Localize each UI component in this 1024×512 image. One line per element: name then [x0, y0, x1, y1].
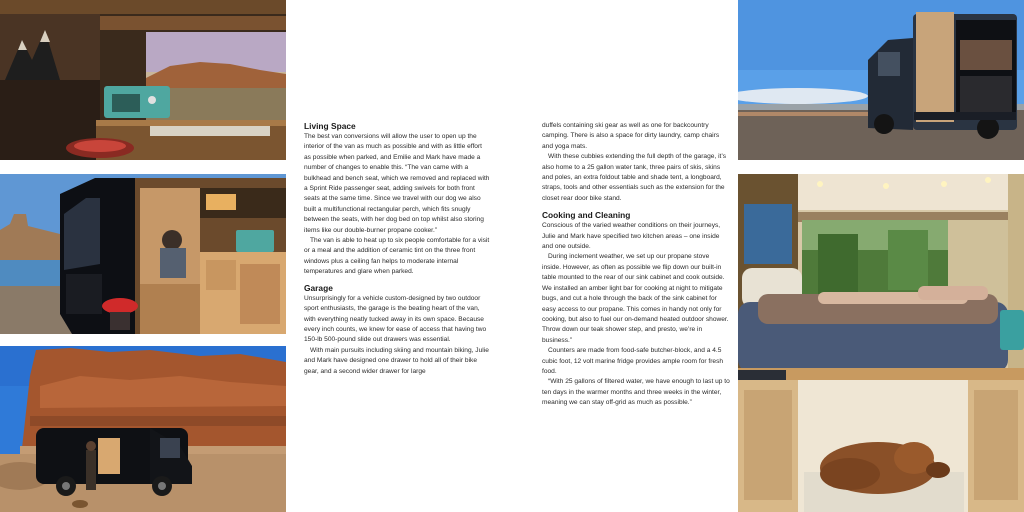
body-paragraph: The van is able to heat up to six people comfortable for a visit or a meal and the addition of ceramic tint on the three front windows plus a ceiling fan helps to moderate internal temperatures and glare when parked.	[304, 237, 490, 276]
body-paragraph: With main pursuits including skiing and mountain biking, Julie and Mark have designed one drawer to hold all of their bike gear, and a second wider drawer for large	[304, 346, 489, 375]
body-paragraph: With these cubbies extending the full depth of the garage, it’s also home to a 25 gallon water tank, three pairs of skis, skins and poles, an extra foldout table and shade tent, a longboard, straps, tools and other essentials such as the extension for the closet rear door bike stand.	[542, 153, 727, 202]
photo-van-rear-doors-open	[738, 0, 1024, 160]
body-paragraph: duffels containing ski gear as well as one for backcountry camping. There is also a space for dirty laundry, camp chairs and yoga mats.	[542, 122, 720, 150]
body-paragraph: “With 25 gallons of filtered water, we have enough to last up to ten days in the warmer months and three weeks in the winter, meaning we can stay off-grid as much as possible.”	[542, 378, 730, 407]
body-paragraph: During inclement weather, we set up our propane stove inside. However, as often as possible we flip down our built-in table mounted to the rear of our sink cabinet and cook outside. We installed an amber light bar for cooking at night to mitigate bugs, and cut a hole through the back of the sink cabinet for easy access to our propane. This comes in handy not only for cooking, but also to fuel our on-demand heated outdoor shower. Throw down our teak shower step, and presto, we’re in business.”	[542, 253, 729, 344]
photo-van-lake-side-door	[0, 174, 286, 334]
section-heading-garage: Garage	[304, 282, 333, 293]
photo-van-red-rock-desert	[0, 346, 286, 512]
body-paragraph: Unsurprisingly for a vehicle custom-designed by two outdoor sport enthusiasts, the garage is the beating heart of the van, with everything neatly tucked away in its own space. Because every inch counts, we knew for ease of access that having two 150-lb 500-pound slide out drawers was essential.	[304, 294, 487, 344]
right-text-column	[542, 121, 730, 409]
section-heading-living-space: Living Space	[304, 121, 356, 131]
left-text-column	[304, 121, 490, 377]
photo-interior-window-view	[0, 0, 286, 160]
body-paragraph: Counters are made from food-safe butcher-block, and a 4.5 cubic foot, 12 volt marine fridge provides ample room for fresh food.	[542, 347, 724, 375]
body-paragraph: Conscious of the varied weather conditions on their journeys, Julie and Mark have specified two kitchen areas – one inside and one outside.	[542, 222, 721, 251]
section-heading-cooking-and-cleaning: Cooking and Cleaning	[542, 210, 631, 221]
body-paragraph: The best van conversions will allow the user to open up the interior of the van as much as possible and with as little effort as possible when parked, and Emilie and Mark have made a number of changes to enable this. “The van came with a bulkhead and bench seat, which we removed and replaced with a Sprint Ride passenger seat, adding swivels for both front seats at the same time. Since we travel with our dog we also built a multifunctional rectangular perch, which fits snugly between the seats, with her dog bed on top whilst also storing items like our double-burner propane cooker.”	[304, 133, 490, 234]
photo-interior-bed-and-dog	[738, 174, 1024, 512]
